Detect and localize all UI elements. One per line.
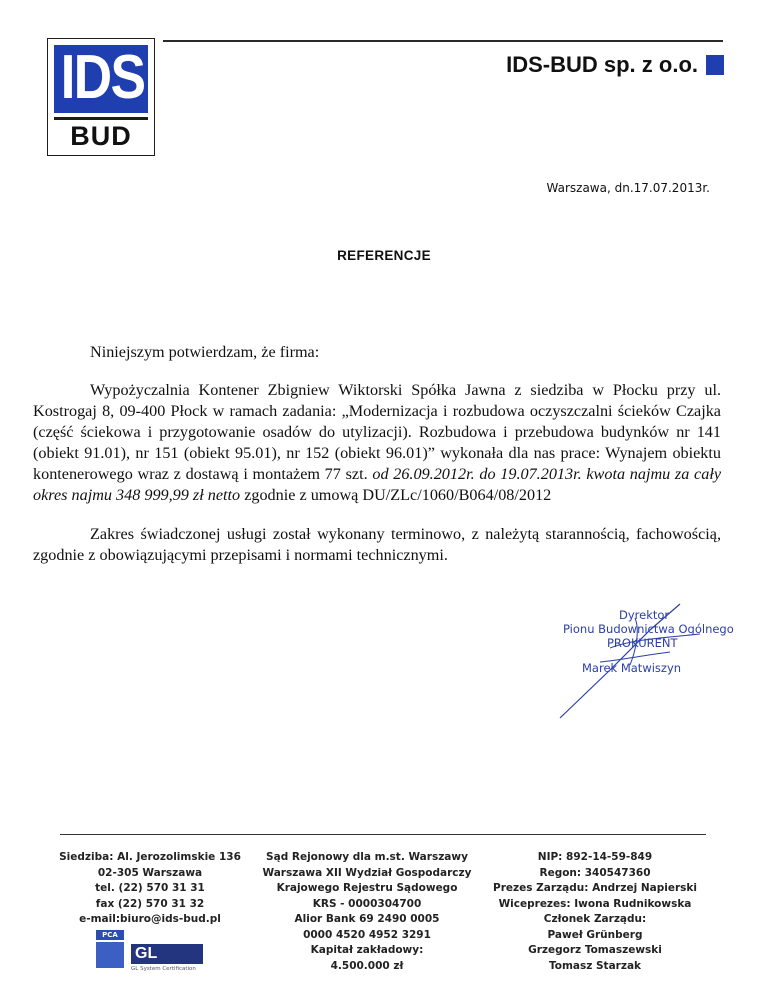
footer-line: Kapitał zakładowy: [310, 944, 424, 956]
footer-line: KRS - 0000304700 [312, 897, 422, 910]
scope-paragraph [33, 524, 721, 566]
footer-line: 02-305 Warszawa [97, 866, 203, 879]
gl-label: GL [135, 945, 158, 962]
logo-ids-text: IDS [60, 43, 145, 112]
company-name [506, 50, 724, 80]
gl-certificate-logo [131, 944, 203, 964]
footer-line: NIP: 892-14-59-849 [537, 851, 653, 863]
footer-line: Paweł Grünberg [547, 928, 643, 941]
footer-line: Tomasz Starzak [548, 959, 642, 972]
brand-square-icon [706, 55, 724, 75]
footer-line: Alior Bank 69 2490 0005 [294, 913, 440, 925]
footer-line: Prezes Zarządu: Andrzej Napierski [493, 882, 697, 894]
pca-label: PCA [96, 930, 124, 940]
contract-reference: zgodnie z umową DU/ZLc/1060/B064/08/2012 [244, 486, 552, 504]
rental-period-amount: od 26.09.2012r. do 19.07.2013r. kwota najmu za cały okres najmu 348 999,99 zł netto [33, 465, 722, 504]
intro-paragraph: Niniejszym potwierdzam, że firma: [90, 343, 320, 361]
footer-line: e-mail:biuro@ids-bud.pl [79, 913, 221, 925]
footer-address [55, 850, 245, 928]
footer-rule [60, 834, 706, 835]
stamp-line-role: PROKURENT [607, 636, 678, 650]
stamp-line-department: Pionu Budownictwa Ogólnego [563, 622, 734, 636]
main-paragraph [33, 380, 721, 506]
logo-bud-text: BUD [70, 121, 132, 151]
pca-certificate-logo [96, 930, 124, 970]
document-date: Warszawa, dn.17.07.2013r. [546, 181, 710, 195]
footer-line: Warszawa XII Wydział Gospodarczy [262, 866, 472, 879]
stamp-line-name: Marek Matwiszyn [582, 661, 682, 675]
company-name-text: IDS-BUD sp. z o.o. [506, 52, 698, 77]
footer-line: 4.500.000 zł [330, 959, 404, 972]
document-title: REFERENCJE [337, 248, 431, 263]
footer-line: Członek Zarządu: [543, 913, 647, 925]
header-rule [163, 40, 723, 42]
footer-line: Grzegorz Tomaszewski [528, 944, 662, 956]
company-logo [47, 38, 155, 156]
footer-line: Siedziba: Al. Jerozolimskie 136 [59, 851, 241, 863]
footer-line: Wiceprezes: Iwona Rudnikowska [498, 897, 692, 910]
footer-line: 0000 4520 4952 3291 [303, 928, 431, 941]
gl-certificate-caption: GL System Certification [131, 966, 196, 972]
stamp-line-title: Dyrektor [619, 608, 670, 622]
footer-registration [262, 850, 472, 974]
footer-line: tel. (22) 570 31 31 [95, 882, 205, 894]
footer-line: Krajowego Rejestru Sądowego [276, 882, 458, 894]
footer-management [490, 850, 700, 974]
footer-line: fax (22) 570 31 32 [95, 897, 205, 910]
footer-line: Regon: 340547360 [539, 866, 651, 879]
pca-badge-icon [96, 942, 124, 968]
main-paragraph-text: Wypożyczalnia Kontener Zbigniew Wiktorski Spółka Jawna z siedziba w Płocku przy ul. Kostrogaj 8, 09-400 Płock w ramach zadania: „Modernizacja i rozbudowa oczyszczalni ścieków Czajka (część ściekowa i przygotowanie osadów do utylizacji). Rozbudowa i przebudowa budynków nr 141 (obiekt 91.01), nr 151 (obiekt 95.01), nr 152 (obiekt 96.01)” wykonała dla nas prace: Wynajem obiektu kontenerowego wraz z dostawą i montażem 77 szt. [33, 381, 721, 483]
footer-line: Sąd Rejonowy dla m.st. Warszawy [266, 851, 468, 863]
scope-paragraph-text: Zakres świadczonej usługi został wykonany terminowo, z należytą starannością, fachowością, zgodnie z obowiązującymi przepisami i normami technicznymi. [33, 525, 721, 564]
